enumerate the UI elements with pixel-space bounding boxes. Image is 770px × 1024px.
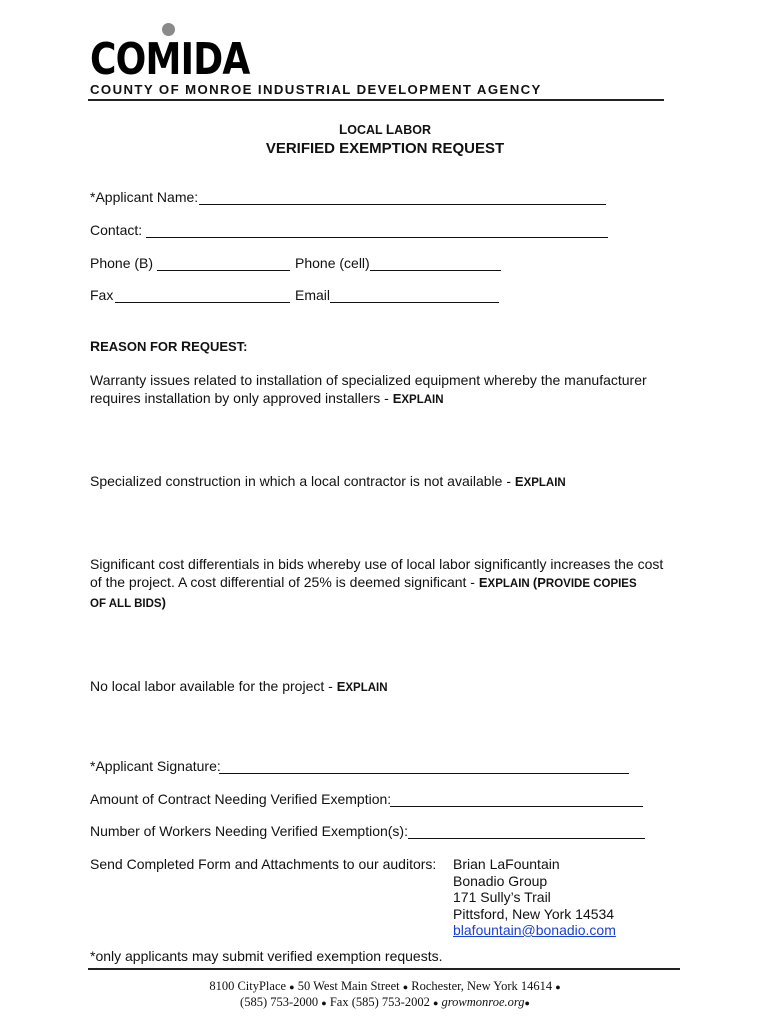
bullet-icon: ●	[555, 982, 561, 993]
footer-website: growmonroe.org	[441, 995, 525, 1009]
send-to-label: Send Completed Form and Attachments to our auditors:	[90, 856, 437, 872]
footer-divider	[88, 968, 680, 970]
bullet-icon: ●	[432, 998, 439, 1009]
phone-cell-field[interactable]	[370, 270, 501, 271]
phone-business-label: Phone (B)	[90, 255, 154, 271]
applicant-name-field[interactable]	[199, 204, 606, 205]
agency-name: COUNTY OF MONROE INDUSTRIAL DEVELOPMENT AGENCY	[90, 82, 542, 97]
auditor-address	[453, 856, 616, 939]
reason-specialized-construction: Specialized construction in which a local contractor is not available - EXPLAIN	[90, 473, 566, 489]
bullet-icon: ●	[289, 982, 295, 993]
bullet-icon: ●	[321, 998, 327, 1009]
contract-amount-field[interactable]	[390, 806, 643, 807]
phone-business-field[interactable]	[157, 270, 290, 271]
auditor-email-link[interactable]: blafountain@bonadio.com	[453, 922, 616, 938]
footer-address: 8100 CityPlace ● 50 West Main Street ● Rochester, New York 14614 ●	[209, 979, 561, 993]
email-field[interactable]	[330, 302, 499, 303]
signature-field[interactable]	[219, 773, 629, 774]
workers-count-label: Number of Workers Needing Verified Exemption(s):	[90, 823, 408, 839]
workers-count-field[interactable]	[408, 838, 645, 839]
auditor-company: Bonadio Group	[453, 872, 548, 889]
contact-field[interactable]	[146, 237, 608, 238]
bullet-icon: ●	[402, 982, 409, 993]
contact-label: Contact:	[90, 222, 143, 238]
header-divider	[88, 99, 664, 101]
form-title: VERIFIED EXEMPTION REQUEST	[265, 140, 505, 157]
form-subtitle: LOCAL LABOR	[339, 122, 431, 137]
bullet-icon: ●	[524, 998, 530, 1009]
fax-field[interactable]	[115, 302, 290, 303]
fax-label: Fax	[90, 287, 114, 303]
signature-label: *Applicant Signature:	[90, 758, 221, 774]
reason-no-local-labor: No local labor available for the project - EXPLAIN	[90, 678, 388, 694]
phone-cell-label: Phone (cell)	[295, 255, 370, 271]
reason-cost-differential: Significant cost differentials in bids whereby use of local labor significantly increases the cost of the project. A cost differential of 25% is deemed significant - EXPLAIN (PROVIDE COPIES OF ALL BIDS)	[90, 556, 664, 610]
reason-warranty: Warranty issues related to installation of specialized equipment whereby the manufacturer requires installation by only approved installers - EXPLAIN	[90, 372, 647, 406]
auditor-city: Pittsford, New York 14534	[453, 905, 615, 922]
email-label: Email	[295, 287, 331, 303]
reason-heading: REASON FOR REQUEST:	[90, 338, 248, 354]
applicant-note: *only applicants may submit verified exemption requests.	[90, 948, 443, 964]
applicant-name-label: *Applicant Name:	[90, 189, 199, 205]
footer-contact: (585) 753-2000 ● Fax (585) 753-2002 ● growmonroe.org●	[240, 995, 530, 1009]
contract-amount-label: Amount of Contract Needing Verified Exemption:	[90, 791, 392, 807]
auditor-street: 171 Sully’s Trail	[453, 889, 551, 905]
logo: COMIDA	[90, 34, 250, 85]
auditor-name: Brian LaFountain	[453, 856, 560, 872]
